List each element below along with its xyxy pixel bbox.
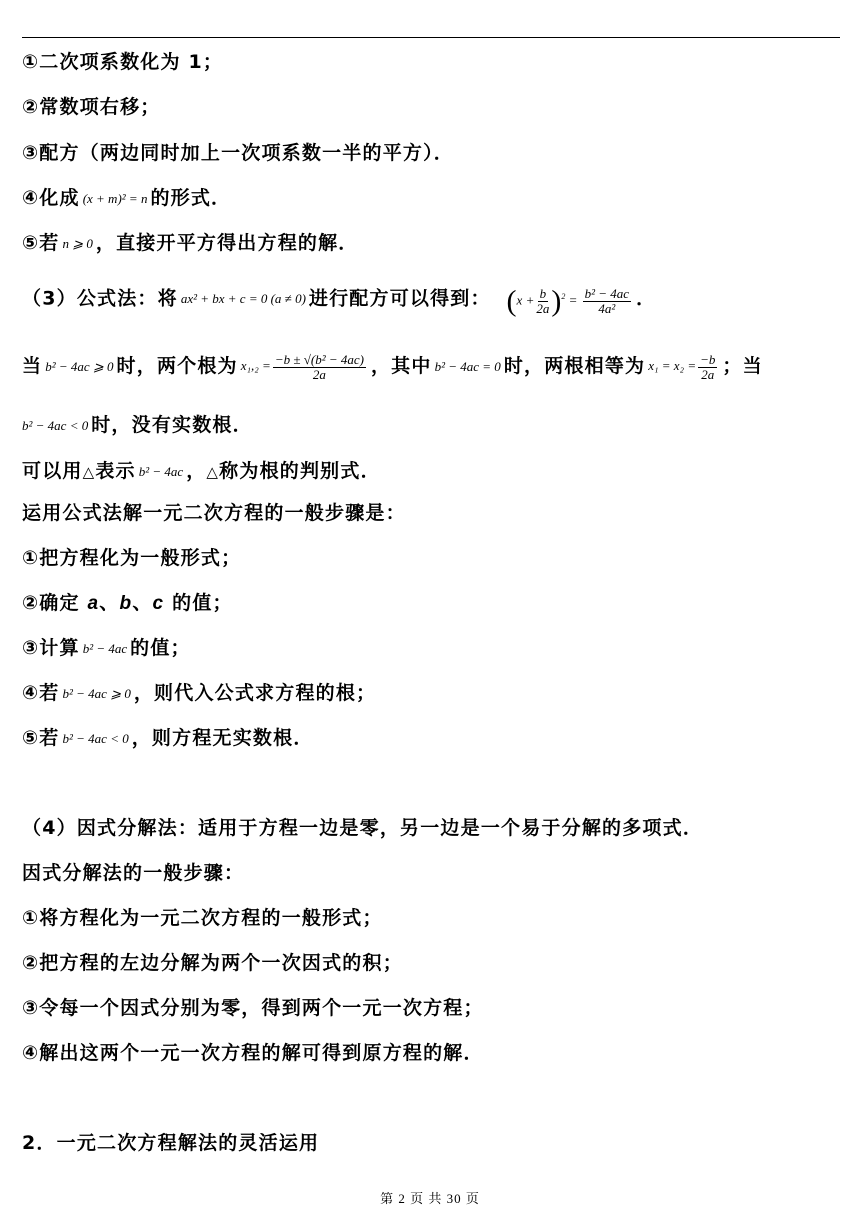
formula-xm-square: (x + m)² = n <box>82 190 148 206</box>
header-rule <box>22 37 840 38</box>
factoring-step-1: ①将方程化为一元二次方程的一般形式； <box>22 907 383 929</box>
factoring-step-3: ③令每一个因式分别为零，得到两个一元一次方程； <box>22 997 484 1019</box>
no-real-root-line: b² − 4ac < 0 时，没有实数根． <box>22 410 838 440</box>
formula-disc: b² − 4ac <box>138 463 184 479</box>
formula-step-4: ④若 b² − 4ac ⩾ 0 ，则代入公式求方程的根； <box>22 678 838 708</box>
formula-quadratic: ax² + bx + c = 0 (a ≠ 0) <box>180 291 306 307</box>
formula-disc-ge-0: b² − 4ac ⩾ 0 <box>45 358 114 374</box>
formula-equal-roots: x₁ = x₂ = $\frac{-b}{2a}$ <box>648 351 716 382</box>
formula-step-1: ①把方程化为一般形式； <box>22 547 242 569</box>
formula-method-line: （3）公式法：将 ax² + bx + c = 0 (a ≠ 0) 进行配方可以得到： (x + $\frac{b}{2a}$ )$^2$ = $\frac{\text{b² − 4ac}}{\text{4a²}}$ ． <box>22 282 838 312</box>
step-2: ②常数项右移； <box>22 96 161 118</box>
formula-disc-lt-0: b² − 4ac < 0 <box>22 417 89 433</box>
formula-step-2: ②确定 a、b、c 的值； <box>22 592 233 614</box>
discriminant-line: 可以用△表示 b² − 4ac ，△称为根的判别式． <box>22 456 838 486</box>
factoring-heading: （4）因式分解法：适用于方程一边是零，另一边是一个易于分解的多项式． <box>22 817 704 839</box>
formula-disc-lt-0-2: b² − 4ac < 0 <box>62 730 129 746</box>
factoring-step-2: ②把方程的左边分解为两个一次因式的积； <box>22 952 403 974</box>
formula-disc-2: b² − 4ac <box>82 640 128 656</box>
formula-steps-heading: 运用公式法解一元二次方程的一般步骤是： <box>22 502 406 524</box>
step-1: ①二次项系数化为 1； <box>22 51 224 73</box>
formula-step-3: ③计算 b² − 4ac 的值； <box>22 633 838 663</box>
section-heading: 2．一元二次方程解法的灵活运用 <box>22 1132 320 1154</box>
step-4: ④化成 (x + m)² = n 的形式． <box>22 183 838 213</box>
formula-n-ge-0: n ⩾ 0 <box>62 235 93 251</box>
factoring-step-4: ④解出这两个一元一次方程的解可得到原方程的解． <box>22 1042 484 1064</box>
formula-disc-eq-0: b² − 4ac = 0 <box>434 358 501 374</box>
formula-roots: x₁,₂ = $\frac{\text{−b ± √(b² − 4ac)}}{2a}$ <box>240 351 364 382</box>
step-5: ⑤若 n ⩾ 0 ，直接开平方得出方程的解． <box>22 228 838 258</box>
delta-symbol-2: △ <box>206 463 220 481</box>
delta-symbol: △ <box>82 463 96 481</box>
formula-disc-ge-0-2: b² − 4ac ⩾ 0 <box>62 685 131 701</box>
roots-line: 当 b² − 4ac ⩾ 0 时，两个根为 x₁,₂ = $\frac{\text{−b ± √(b² − 4ac)}}{2a}$ ，其中 b² − 4ac = 0 时，两根相等为 x₁ = x₂ = $\frac{-b}{2a}$ ；当 <box>22 351 763 382</box>
formula-step-5: ⑤若 b² − 4ac < 0 ，则方程无实数根． <box>22 723 838 753</box>
page-footer: 第 2 页 共 30 页 <box>380 1191 480 1206</box>
factoring-steps-heading: 因式分解法的一般步骤： <box>22 862 245 884</box>
formula-completed-square: (x + $\frac{b}{2a}$ )$^2$ = $\frac{\text{b² − 4ac}}{\text{4a²}}$ <box>506 284 630 318</box>
step-3: ③配方（两边同时加上一次项系数一半的平方）． <box>22 142 454 164</box>
